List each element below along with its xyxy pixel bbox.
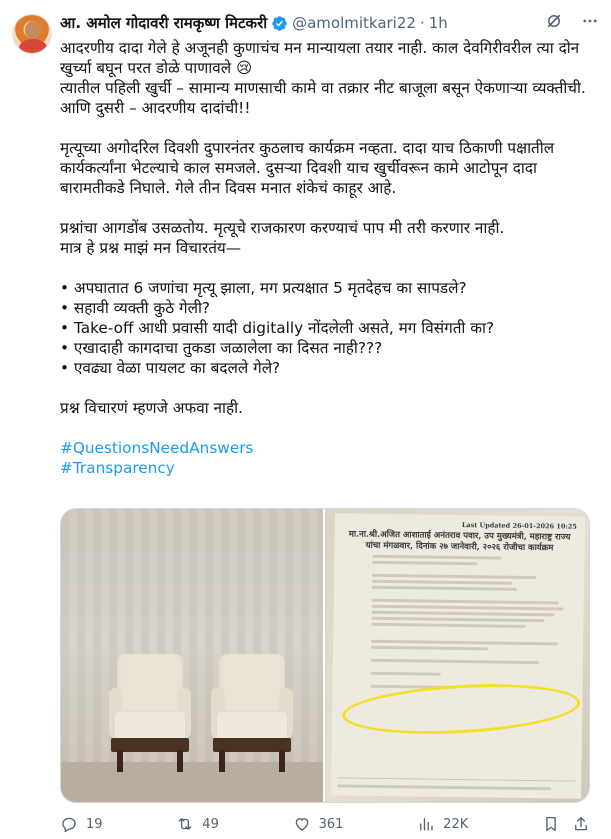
document-line [372,580,512,585]
hashtag-link[interactable]: #Transparency [60,459,175,477]
hashtag-link[interactable]: #QuestionsNeedAnswers [60,439,254,457]
document-line [372,605,564,611]
secondary-actions [542,815,590,833]
photo-two-chairs[interactable] [61,509,323,802]
paragraph-gap [60,258,600,278]
author-handle[interactable]: @amolmitkari22 [292,14,416,32]
document-line [371,646,488,651]
tweet-paragraph: प्रश्न विचारणं म्हणजे अफवा नाही. [60,399,243,417]
paragraph-gap [60,378,600,398]
repost-icon [176,815,194,833]
document-line [372,599,559,605]
reply-button[interactable] [60,815,103,833]
tweet-question-list: • अपघातात 6 जणांचा मृत्यू झाला, मग प्रत्यक्षात 5 मृतदेहच का सापडले? • सहावी व्यक्ती कुठे गेली? • Take-off आधी प्रवासी यादी digitally नोंदलेली असते, मग विसंगती का? • एखादाही कागदाचा तुकडा जळालेला का दिसत नाही??? • एवढ्या वेळा पायलट का बदलले गेले? [60,279,495,377]
more-options-icon[interactable] [581,12,599,30]
document-line [372,555,501,560]
share-icon [572,815,590,833]
paragraph-gap [60,198,600,218]
document-line [372,561,477,565]
like-count: 361 [318,816,344,832]
document-line [371,623,525,628]
share-button[interactable] [572,815,590,833]
document-title: मा.ना.श्री.अजित आशाताई अनंतराव पवार, उप मुख्यमंत्री, महाराष्ट्र राज्य यांचा मंगळवार, दिनांक २७ जानेवारी, २०२६ रोजीचा कार्यक्रम [348,529,571,554]
grok-icon[interactable] [545,12,563,30]
verified-badge-icon [271,15,288,32]
bookmark-button[interactable] [542,815,560,833]
chair-left [109,654,191,774]
document-line [372,574,536,579]
reply-count: 19 [86,816,103,832]
tweet-actions-bar [60,814,590,834]
views-chart-icon [417,815,435,833]
bookmark-icon [542,815,560,833]
schedule-document [331,513,585,798]
tweet-paragraph: प्रश्नांचा आगडोंब उसळतोय. मृत्यूचे राजकारण करण्याचं पाप मी तरी करणार नाही. मात्र हे प्रश्न माझं मन विचारतंय— [60,219,505,257]
tweet-header [60,12,599,34]
paragraph-gap [60,418,600,438]
photo-schedule-document[interactable] [325,509,589,802]
reply-icon [60,815,78,833]
document-updated-label: Last Updated 26-01-2026 10:25 [461,521,577,531]
chair-right [211,654,293,774]
avatar-figure-face [25,21,41,39]
document-line [372,586,517,591]
tweet-paragraph: मृत्यूच्या अगोदरिल दिवशी दुपारनंतर कुठलाच कार्यक्रम नव्हता. दादा याच ठिकाणी पक्षातील कार्यकर्त्यांना भेटल्याचे काल समजले. दुसऱ्या दिवशी याच खुर्चीवरून कामे आटोपून दादा बारामतीकडे निघाले. गेले तीन दिवस मनात शंकेचं काहूर आहे. [60,139,559,197]
document-line [371,617,544,622]
tweet-media-grid [60,508,590,803]
document-line [371,672,441,676]
document-line [371,640,558,646]
author-avatar[interactable] [12,14,52,54]
repost-button[interactable] [176,815,219,833]
avatar-figure-body [19,39,47,54]
repost-count: 49 [202,816,219,832]
header-actions [545,12,599,30]
paragraph-gap [60,118,600,138]
tweet-body [60,38,600,478]
like-button[interactable] [293,815,344,833]
document-line [371,659,539,664]
document-footer [337,777,575,790]
heart-icon [293,815,311,833]
views-count: 22K [443,816,469,832]
tweet-paragraph: आदरणीय दादा गेले हे अजूनही कुणाचंच मन मान्यायला तयार नाही. काल देवगिरीवरील त्या दोन खुर्च्या बघून परत डोळे पाणावले 😢 त्यातील पहिली खुर्ची – सामान्य माणसाची कामे वा तक्रार नीट बाजूला बसून ऐकणाऱ्या व्यक्तीची. आणि दुसरी – आदरणीय दादांची!! [60,39,586,117]
tweet-timestamp[interactable]: 1h [428,14,448,32]
author-display-name[interactable]: आ. अमोल गोदावरी रामकृष्ण मिटकरी [60,14,268,32]
document-line [372,611,555,617]
views-button[interactable] [417,815,468,833]
header-separator: · [419,14,425,32]
